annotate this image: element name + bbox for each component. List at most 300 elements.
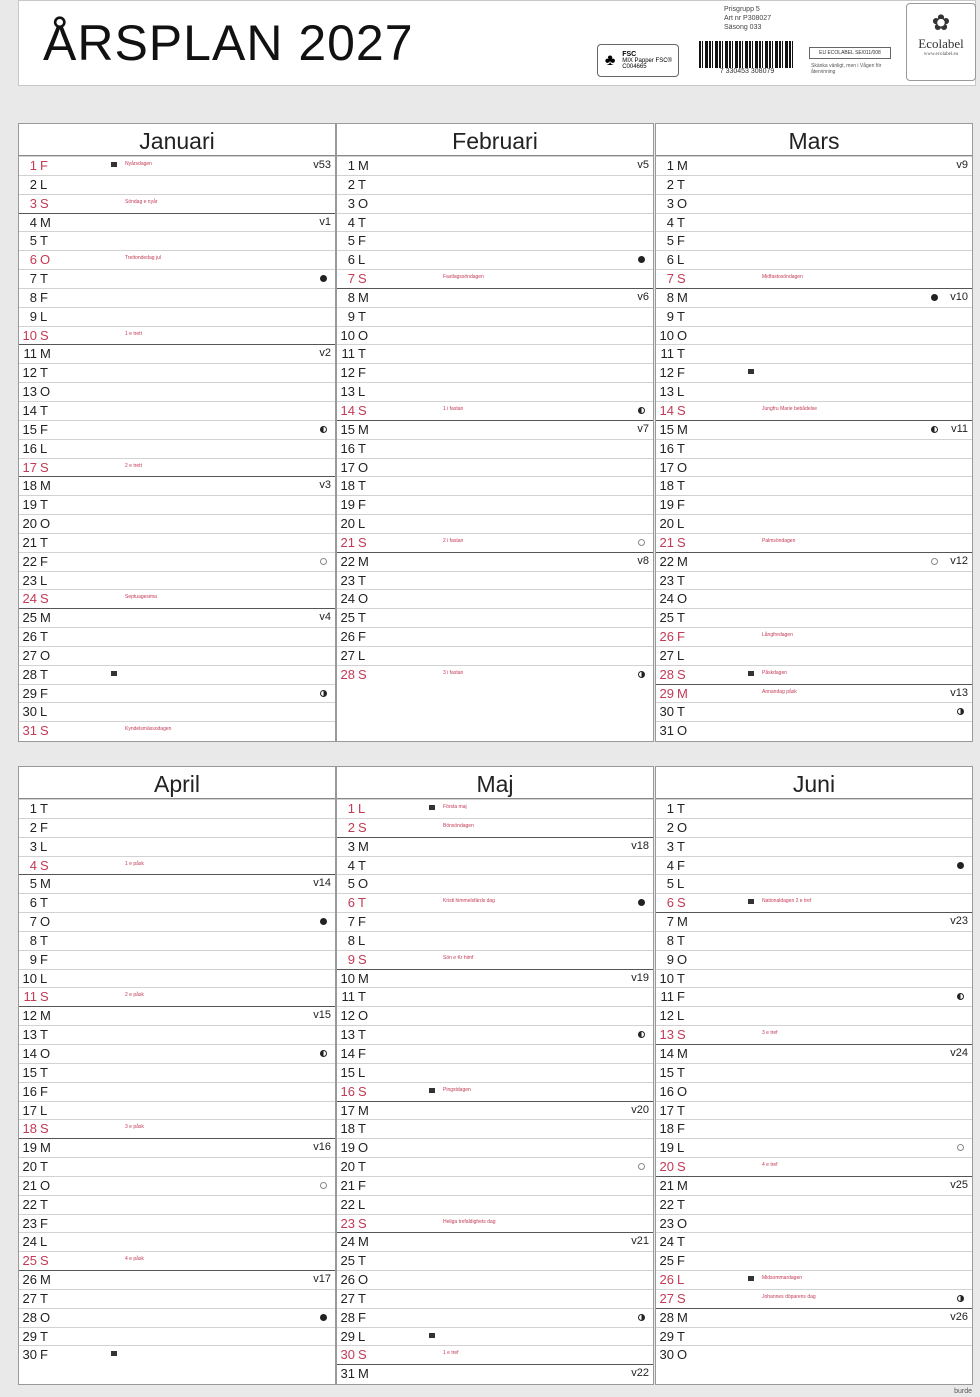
moon-first-icon	[320, 690, 327, 697]
weekday-letter: S	[358, 666, 367, 682]
day-number: 18	[659, 478, 674, 494]
page-title: ÅRSPLAN 2027	[43, 15, 414, 71]
day-number: 15	[340, 1064, 355, 1080]
day-number: 1	[29, 158, 37, 173]
day-number: 18	[22, 478, 37, 494]
weekday-letter: M	[677, 158, 688, 173]
week-number: v13	[950, 686, 968, 699]
week-number: v9	[956, 159, 968, 171]
weekday-letter: O	[677, 1215, 688, 1231]
weekday-letter: L	[358, 1064, 366, 1080]
weekday-letter: L	[40, 440, 48, 456]
day-row	[19, 856, 335, 875]
day-row	[656, 420, 972, 439]
day-number: 9	[347, 951, 355, 967]
weekday-letter: T	[40, 1328, 48, 1344]
day-row	[337, 1270, 653, 1289]
holiday-label: Långfredagen	[762, 632, 793, 639]
day-number: 15	[22, 1064, 37, 1080]
weekday-letter: L	[358, 252, 366, 268]
day-row	[656, 799, 972, 818]
weekday-letter: T	[677, 1234, 685, 1250]
day-row	[656, 1101, 972, 1120]
weekday-letter: S	[358, 402, 367, 418]
day-number: 27	[340, 647, 355, 663]
day-number: 7	[29, 914, 37, 930]
day-row	[337, 1308, 653, 1327]
day-number: 14	[659, 402, 674, 418]
day-row	[19, 1232, 335, 1251]
day-number: 11	[341, 346, 355, 362]
day-number: 25	[340, 1253, 355, 1269]
day-row	[656, 818, 972, 837]
day-row	[19, 326, 335, 345]
day-row	[656, 552, 972, 571]
day-number: 3	[29, 838, 37, 854]
weekday-letter: T	[40, 1027, 48, 1043]
day-row	[656, 363, 972, 382]
day-row	[337, 646, 653, 665]
day-number: 20	[22, 1159, 37, 1175]
weekday-letter: T	[358, 1027, 366, 1043]
weekday-letter: S	[40, 1253, 49, 1269]
weekday-letter: F	[358, 497, 366, 513]
day-number: 27	[22, 647, 37, 663]
holiday-label: 3 e tref	[762, 1030, 778, 1037]
fsc-logo	[597, 44, 679, 77]
weekday-letter: M	[677, 421, 688, 437]
day-number: 7	[666, 271, 674, 287]
holiday-label: 4 e påsk	[125, 1256, 144, 1263]
weekday-letter: F	[40, 158, 48, 173]
moon-last-icon	[957, 993, 964, 1000]
day-number: 16	[22, 440, 37, 456]
day-number: 26	[22, 1272, 37, 1288]
day-number: 23	[659, 1215, 674, 1231]
day-number: 10	[659, 970, 674, 986]
week-number: v25	[950, 1178, 968, 1191]
day-number: 10	[22, 327, 37, 343]
day-row	[337, 382, 653, 401]
weekday-letter: L	[40, 308, 48, 324]
week-number: v8	[637, 554, 649, 567]
week-number: v53	[313, 159, 331, 171]
day-number: 15	[340, 421, 355, 437]
day-number: 17	[340, 459, 355, 475]
flag-icon	[111, 1351, 117, 1356]
day-number: 10	[659, 327, 674, 343]
weekday-letter: O	[677, 591, 688, 607]
day-row	[19, 344, 335, 363]
day-row	[337, 495, 653, 514]
weekday-letter: L	[358, 1196, 366, 1212]
weekday-letter: T	[40, 1064, 48, 1080]
day-row	[656, 1195, 972, 1214]
day-number: 15	[659, 421, 674, 437]
holiday-label: Johannes döparens dag	[762, 1293, 816, 1300]
day-row	[656, 1063, 972, 1082]
day-number: 29	[22, 1328, 37, 1344]
weekday-letter: T	[358, 895, 366, 911]
weekday-letter: T	[40, 1196, 48, 1212]
day-number: 26	[340, 1272, 355, 1288]
ecolabel-url: www.ecolabel.eu	[923, 52, 959, 57]
weekday-letter: T	[358, 308, 366, 324]
weekday-letter: F	[358, 1177, 366, 1193]
day-number: 12	[659, 365, 674, 381]
day-row	[656, 476, 972, 495]
holiday-label: Söndag e nyår	[125, 198, 158, 205]
weekday-letter: F	[677, 365, 685, 381]
weekday-letter: F	[40, 1347, 48, 1363]
day-row	[656, 1119, 972, 1138]
day-number: 26	[340, 629, 355, 645]
weekday-letter: S	[358, 819, 367, 835]
day-row	[656, 721, 972, 740]
day-row	[656, 458, 972, 477]
weekday-letter: O	[358, 1272, 369, 1288]
day-row	[19, 213, 335, 232]
day-row	[19, 1308, 335, 1327]
weekday-letter: F	[677, 857, 685, 873]
day-row	[656, 608, 972, 627]
weekday-letter: O	[677, 459, 688, 475]
day-row	[656, 987, 972, 1006]
day-row	[656, 912, 972, 931]
week-number: v11	[951, 422, 968, 435]
day-row	[19, 684, 335, 703]
day-number: 8	[347, 289, 355, 305]
day-row	[19, 382, 335, 401]
moon-full-icon	[320, 275, 327, 282]
holiday-label: Kristi himmelsfärds dag	[443, 898, 495, 905]
holiday-label: Sön e Kr himf	[443, 954, 474, 961]
weekday-letter: O	[358, 327, 369, 343]
day-number: 27	[659, 647, 674, 663]
day-number: 23	[340, 1215, 355, 1231]
weekday-letter: O	[40, 384, 51, 400]
day-number: 7	[347, 914, 355, 930]
weekday-letter: L	[40, 1234, 48, 1250]
day-number: 4	[347, 857, 355, 873]
day-row	[19, 401, 335, 420]
week-number: v10	[950, 290, 968, 303]
day-row	[656, 344, 972, 363]
day-row	[337, 326, 653, 345]
weekday-letter: O	[677, 819, 688, 835]
day-number: 19	[340, 1140, 355, 1156]
weekday-letter: T	[677, 1102, 685, 1118]
holiday-label: Midsommardagen	[762, 1275, 803, 1282]
day-number: 2	[347, 176, 355, 192]
day-row	[19, 931, 335, 950]
day-number: 24	[22, 1234, 37, 1250]
moon-new-icon	[320, 1182, 327, 1189]
ecolabel-logo	[906, 3, 976, 81]
day-row	[656, 646, 972, 665]
day-number: 1	[29, 801, 37, 816]
holiday-label: Första maj	[443, 804, 467, 810]
day-row	[656, 1006, 972, 1025]
moon-new-icon	[957, 1144, 964, 1151]
day-number: 24	[22, 591, 37, 607]
weekday-letter: T	[358, 610, 366, 626]
weekday-letter: L	[40, 572, 48, 588]
day-number: 13	[340, 384, 355, 400]
tree-icon: ♣	[604, 51, 616, 69]
weekday-letter: S	[358, 1083, 367, 1099]
weekday-letter: L	[40, 838, 48, 854]
flag-icon	[429, 1333, 435, 1338]
day-row	[337, 1289, 653, 1308]
day-number: 25	[659, 610, 674, 626]
moon-full-icon	[320, 1314, 327, 1321]
day-row	[656, 571, 972, 590]
weekday-letter: M	[677, 553, 688, 569]
day-number: 6	[29, 895, 37, 911]
week-number: v19	[631, 971, 649, 984]
day-row	[19, 799, 335, 818]
day-number: 13	[340, 1027, 355, 1043]
weekday-letter: O	[40, 914, 51, 930]
weekday-letter: L	[677, 1008, 685, 1024]
day-number: 11	[660, 989, 674, 1005]
month-title: Januari	[19, 124, 335, 156]
weekday-letter: F	[40, 553, 48, 569]
weekday-letter: L	[358, 932, 366, 948]
weekday-letter: T	[40, 629, 48, 645]
week-number: v22	[631, 1367, 649, 1380]
day-row	[656, 1157, 972, 1176]
day-row	[656, 874, 972, 893]
weekday-letter: T	[358, 989, 366, 1005]
weekday-letter: M	[677, 1045, 688, 1061]
weekday-letter: L	[677, 252, 685, 268]
day-row	[19, 476, 335, 495]
weekday-letter: F	[358, 233, 366, 249]
weekday-letter: S	[677, 666, 686, 682]
day-row	[19, 495, 335, 514]
day-row	[337, 1232, 653, 1251]
day-row	[337, 931, 653, 950]
moon-last-icon	[638, 1031, 645, 1038]
day-row	[337, 1082, 653, 1101]
weekday-letter: S	[677, 271, 686, 287]
day-number: 6	[666, 252, 674, 268]
day-row	[337, 363, 653, 382]
day-row	[337, 1327, 653, 1346]
day-number: 26	[659, 1272, 674, 1288]
weekday-letter: T	[677, 308, 685, 324]
weekday-letter: S	[40, 723, 49, 739]
day-number: 18	[340, 478, 355, 494]
day-number: 9	[666, 951, 674, 967]
weekday-letter: T	[358, 1290, 366, 1306]
day-number: 28	[340, 666, 355, 682]
day-number: 29	[22, 685, 37, 701]
weekday-letter: T	[677, 176, 685, 192]
day-number: 30	[22, 704, 37, 720]
moon-last-icon	[320, 426, 327, 433]
day-number: 21	[22, 534, 37, 550]
day-row	[19, 1044, 335, 1063]
weekday-letter: O	[677, 327, 688, 343]
week-number: v7	[637, 422, 649, 435]
day-row	[656, 627, 972, 646]
week-number: v17	[313, 1273, 331, 1286]
day-number: 29	[340, 1328, 355, 1344]
weekday-letter: T	[677, 478, 685, 494]
weekday-letter: S	[358, 1347, 367, 1363]
day-number: 16	[659, 1083, 674, 1099]
holiday-label: Jungfru Marie bebådelse	[762, 405, 818, 412]
weekday-letter: M	[358, 158, 369, 173]
weekday-letter: O	[40, 1309, 51, 1325]
day-row	[19, 1289, 335, 1308]
day-row	[337, 458, 653, 477]
day-row	[19, 175, 335, 194]
weekday-letter: T	[677, 704, 685, 720]
holiday-label: Nyårsdagen	[125, 161, 152, 167]
day-number: 25	[340, 610, 355, 626]
day-row	[337, 307, 653, 326]
moon-new-icon	[320, 558, 327, 565]
day-number: 17	[659, 459, 674, 475]
day-number: 2	[666, 819, 674, 835]
day-row	[656, 1044, 972, 1063]
day-row	[656, 439, 972, 458]
day-number: 16	[340, 1083, 355, 1099]
weekday-letter: L	[358, 384, 366, 400]
day-number: 2	[347, 819, 355, 835]
day-row	[656, 1345, 972, 1364]
weekday-letter: O	[677, 195, 688, 211]
weekday-letter: F	[358, 914, 366, 930]
weekday-letter: M	[358, 838, 369, 854]
product-line: Prisgrupp 5	[724, 6, 760, 13]
month-title: Mars	[656, 124, 972, 156]
day-row	[337, 1138, 653, 1157]
day-row	[656, 1232, 972, 1251]
day-row	[337, 608, 653, 627]
day-number: 1	[666, 158, 674, 173]
day-row	[19, 818, 335, 837]
day-row	[337, 476, 653, 495]
weekday-letter: F	[677, 629, 685, 645]
moon-last-icon	[638, 407, 645, 414]
weekday-letter: F	[677, 1253, 685, 1269]
moon-full-icon	[638, 899, 645, 906]
day-row	[656, 326, 972, 345]
day-number: 28	[22, 1309, 37, 1325]
day-row	[19, 156, 335, 175]
week-number: v16	[313, 1141, 331, 1154]
calendar-header	[18, 0, 976, 86]
day-number: 24	[340, 1234, 355, 1250]
barcode	[699, 41, 795, 77]
day-number: 5	[29, 876, 37, 892]
month-panel	[18, 123, 336, 742]
day-row	[337, 912, 653, 931]
day-row	[19, 969, 335, 988]
day-number: 2	[666, 176, 674, 192]
day-row	[19, 1063, 335, 1082]
weekday-letter: M	[358, 289, 369, 305]
weekday-letter: T	[40, 271, 48, 287]
day-number: 5	[666, 876, 674, 892]
day-row	[337, 969, 653, 988]
day-row	[656, 288, 972, 307]
weekday-letter: L	[358, 1328, 366, 1344]
weekday-letter: T	[358, 346, 366, 362]
weekday-letter: T	[677, 440, 685, 456]
day-number: 21	[340, 534, 355, 550]
holiday-label: Fastlagssöndagen	[443, 274, 484, 281]
day-number: 14	[659, 1045, 674, 1061]
day-number: 31	[340, 1366, 355, 1382]
day-row	[656, 1251, 972, 1270]
day-row	[19, 1025, 335, 1044]
weekday-letter: O	[358, 459, 369, 475]
week-number: v18	[631, 839, 649, 852]
day-row	[656, 1138, 972, 1157]
weekday-letter: L	[40, 970, 48, 986]
day-number: 5	[347, 876, 355, 892]
holiday-label: Trettondedag jul	[125, 255, 161, 262]
day-row	[337, 533, 653, 552]
week-number: v21	[631, 1235, 649, 1248]
holiday-label: 3 i fastan	[443, 669, 464, 676]
day-row	[656, 969, 972, 988]
weekday-letter: M	[40, 1272, 51, 1288]
day-number: 7	[29, 271, 37, 287]
weekday-letter: O	[40, 647, 51, 663]
day-number: 9	[666, 308, 674, 324]
weekday-letter: F	[358, 1309, 366, 1325]
day-row	[337, 1157, 653, 1176]
day-row	[337, 156, 653, 175]
day-number: 8	[666, 289, 674, 305]
day-row	[337, 893, 653, 912]
day-number: 9	[29, 951, 37, 967]
day-number: 17	[340, 1102, 355, 1118]
recycle-note: Skänka vänligt, men i Vågen för återvinning	[811, 63, 882, 75]
day-row	[656, 856, 972, 875]
day-number: 16	[22, 1083, 37, 1099]
weekday-letter: S	[40, 989, 49, 1005]
moon-first-icon	[957, 708, 964, 715]
fsc-text: MIX Papper FSC® C004665	[622, 58, 672, 70]
product-info	[724, 5, 771, 32]
day-number: 19	[22, 497, 37, 513]
day-row	[656, 401, 972, 420]
day-number: 27	[340, 1290, 355, 1306]
day-row	[19, 439, 335, 458]
day-number: 18	[340, 1121, 355, 1137]
moon-last-icon	[931, 426, 938, 433]
fsc-label: FSC	[622, 51, 637, 58]
day-number: 17	[22, 1102, 37, 1118]
week-number: v2	[319, 347, 331, 360]
week-number: v15	[313, 1009, 331, 1022]
day-row	[19, 1176, 335, 1195]
day-number: 7	[666, 914, 674, 930]
weekday-letter: T	[40, 534, 48, 550]
day-number: 3	[347, 838, 355, 854]
weekday-letter: F	[40, 1215, 48, 1231]
weekday-letter: S	[677, 1027, 686, 1043]
day-row	[19, 552, 335, 571]
